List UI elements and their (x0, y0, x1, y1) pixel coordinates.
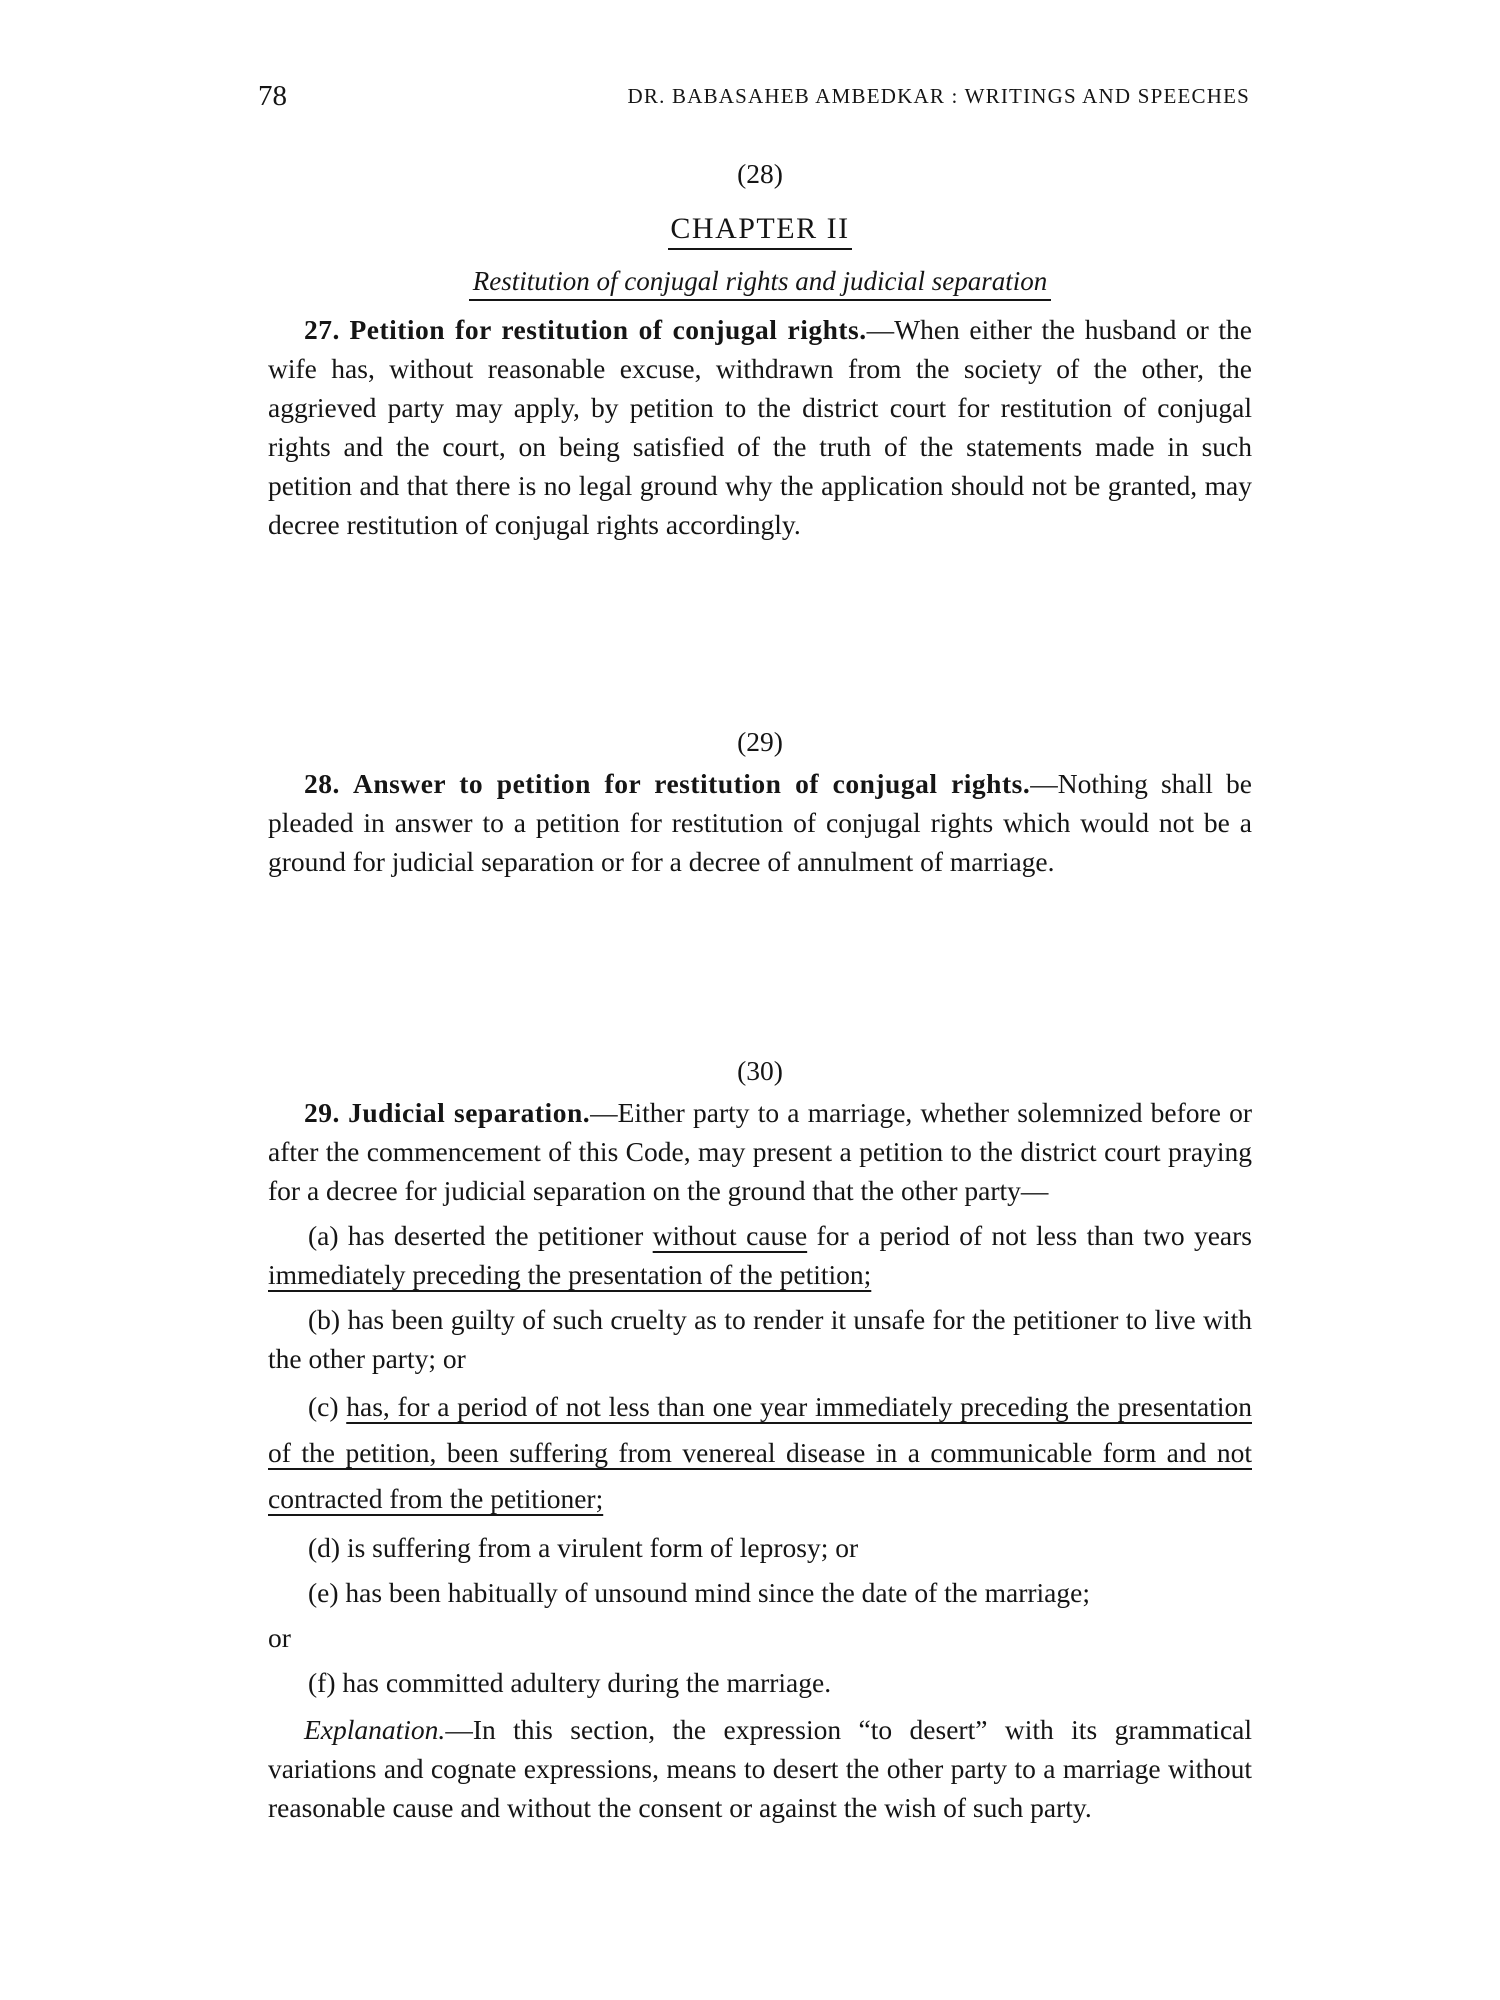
clause-28-heading: Answer to petition for restitution of conjugal rights. (353, 768, 1031, 799)
clause-29-explanation (268, 1710, 1252, 1827)
clause-29-item-f: (f) has committed adultery during the marriage. (308, 1667, 832, 1698)
clause-27-number: 27. (304, 314, 340, 345)
item-c-underline: has, for a period of not less than one year immediately preceding the presentation of the petition, been suffering from venereal disease in a communicable form and not contracted from the petitioner; (268, 1391, 1252, 1514)
explanation-text: —In this section, the expression “to desert” with its grammatical variations and cognate expressions, means to desert the other party to a marriage without reasonable cause and without the consent or against the wish of such party. (268, 1714, 1252, 1823)
chapter-subtitle-wrap (268, 265, 1252, 301)
clause-28-number: 28. (304, 768, 340, 799)
section-number-29: (29) (737, 726, 783, 757)
chapter-subtitle: Restitution of conjugal rights and judicial separation (469, 266, 1052, 301)
running-head: DR. BABASAHEB AMBEDKAR : WRITINGS AND SPEECHES (627, 84, 1250, 108)
clause-28-text: —Nothing shall be pleaded in answer to a petition for restitution of conjugal rights which would not be a ground for judicial separation or for a decree of annulment of marriage. (268, 768, 1252, 877)
clause-29-item-b: (b) has been guilty of such cruelty as to render it unsafe for the petitioner to live with the other party; or (268, 1304, 1252, 1374)
clause-29-item-c (268, 1384, 1252, 1522)
clause-28 (268, 764, 1252, 881)
section-number-28: (28) (737, 158, 783, 189)
clause-29-number: 29. (304, 1097, 340, 1128)
clause-27-text: —When either the husband or the wife has, without reasonable excuse, withdrawn from the society of the other, the aggrieved party may apply, by petition to the district court for restitution of conjugal rights and the court, on being satisfied of the truth of the statements made in such petition and that there is no legal ground why the application should not be granted, may decree restitution of conjugal rights accordingly. (268, 314, 1252, 540)
item-a-text-1: (a) has deserted the petitioner (308, 1220, 653, 1251)
item-c-label: (c) (308, 1391, 347, 1422)
clause-27-paragraph (268, 310, 1252, 544)
clause-29-paragraph (268, 1093, 1252, 1210)
page-header (258, 80, 1250, 120)
clause-29-item-d: (d) is suffering from a virulent form of leprosy; or (308, 1532, 859, 1563)
explanation-label: Explanation. (304, 1714, 446, 1745)
page-number: 78 (258, 80, 287, 112)
clause-29-heading: Judicial separation. (348, 1097, 591, 1128)
clause-29-item-e-or: or (268, 1622, 291, 1653)
clause-29-item-e: (e) has been habitually of unsound mind since the date of the marriage; (308, 1577, 1090, 1608)
clause-29 (268, 1093, 1252, 1827)
item-a-underline-1: without cause (652, 1220, 808, 1251)
item-a-text-2: for a period of not less than two years (807, 1220, 1252, 1251)
chapter-title-wrap (268, 212, 1252, 250)
clause-29-item-a (268, 1216, 1252, 1294)
clause-27-heading: Petition for restitution of conjugal rights. (349, 314, 867, 345)
section-number-30: (30) (737, 1055, 783, 1086)
clause-27 (268, 310, 1252, 544)
clause-29-text: —Either party to a marriage, whether solemnized before or after the commencement of this Code, may present a petition to the district court praying for a decree for judicial separation on the ground that the other party— (268, 1097, 1253, 1206)
chapter-title: CHAPTER II (668, 212, 851, 250)
clause-28-paragraph (268, 764, 1252, 881)
item-a-underline-2: immediately preceding the presentation of the petition; (268, 1259, 872, 1290)
